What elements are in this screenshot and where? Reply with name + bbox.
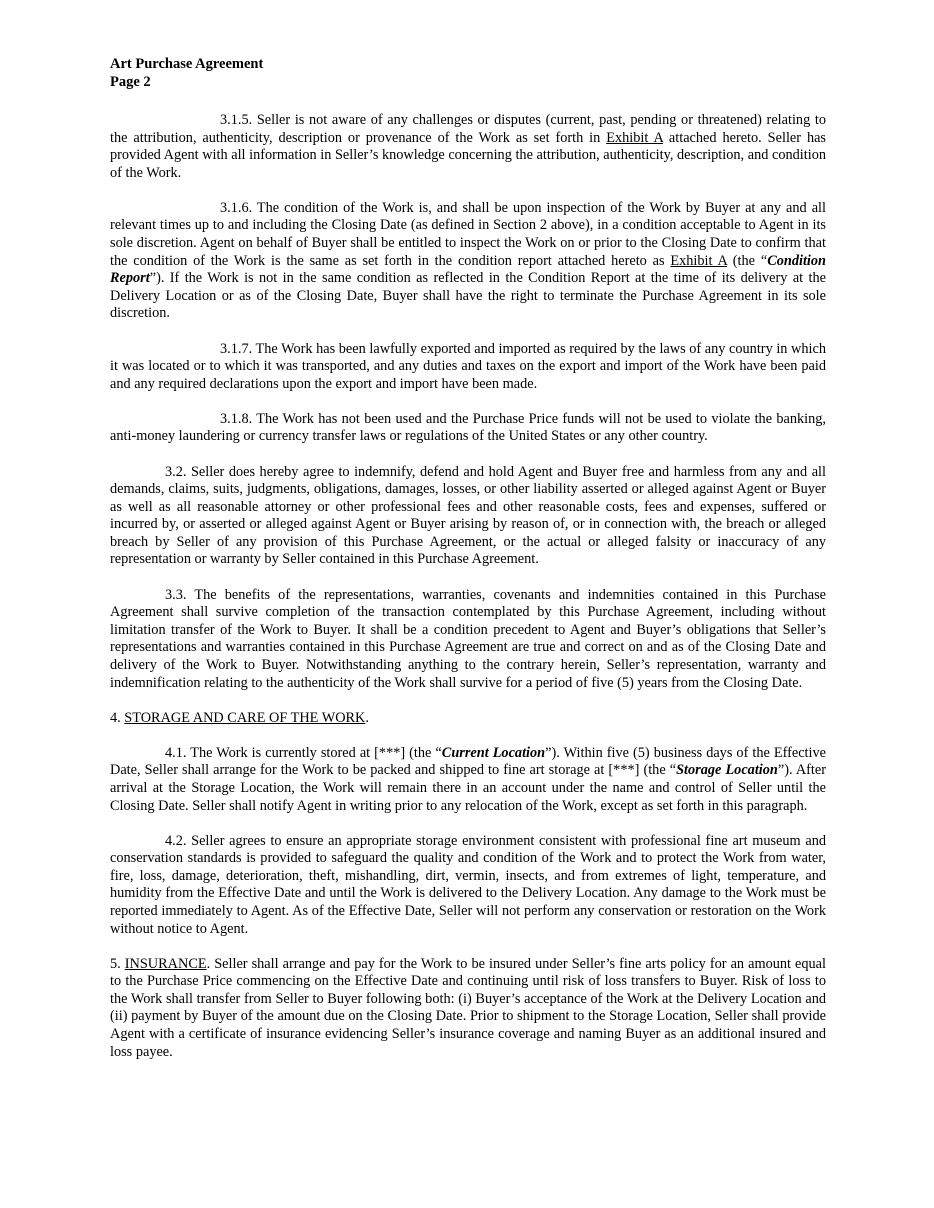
section-3-1-5: 3.1.5. Seller is not aware of any challenges or disputes (current, past, pending or threatened) relating to the attribution, authenticity, description or provenance of the Work as set forth in Exhibit A attached hereto. Seller has provided Agent with all information in Seller’s knowledge concerning the attribution, authenticity, description, and condition of the Work. xyxy=(110,112,826,181)
document-title: Art Purchase Agreement xyxy=(110,56,264,72)
defined-term: Storage Location xyxy=(676,762,778,779)
page-number: Page 2 xyxy=(110,74,151,90)
exhibit-a-reference: Exhibit A xyxy=(606,129,663,146)
section-3-2: 3.2. Seller does hereby agree to indemnify, defend and hold Agent and Buyer free and harmless from any and all demands, claims, suits, judgments, obligations, damages, losses, or other liability asserted or alleged against Agent or Buyer as well as all reasonable attorney or other professional fees and other reasonable costs, fees and expenses, suffered or incurred by, or asserted or alleged against Agent or Buyer arising by reason of, or in connection with, the breach or alleged breach by Seller of any provision of this Purchase Agreement, or the actual or alleged falsity or inaccuracy of any representation or warranty by Seller contained in this Purchase Agreement. xyxy=(110,463,826,568)
section-5: 5. INSURANCE. Seller shall arrange and pay for the Work to be insured under Seller’s fine arts policy for an amount equal to the Purchase Price commencing on the Effective Date and continuing until risk of loss transfers to Buyer. Risk of loss to the Work shall transfer from Seller to Buyer following both: (i) Buyer’s acceptance of the Work at the Delivery Location and (ii) payment by Buyer of the amount due on the Closing Date. Prior to shipment to the Storage Location, Seller shall provide Agent with a certificate of insurance evidencing Seller’s insurance coverage and naming Buyer as an additional insured and loss payee. xyxy=(110,955,826,1060)
section-5-title: INSURANCE xyxy=(124,955,207,972)
defined-term: Current Location xyxy=(441,744,546,761)
section-4-2: 4.2. Seller agrees to ensure an appropriate storage environment consistent with professional fine art museum and conservation standards is provided to safeguard the quality and condition of the Work and to protect the Work from water, fire, loss, damage, deterioration, theft, mishandling, dirt, vermin, insects, and from extremes of light, temperature, and humidity from the Effective Date and until the Work is delivered to the Delivery Location. Any damage to the Work must be reported immediately to Agent. As of the Effective Date, Seller will not perform any conservation or restoration on the Work without notice to Agent. xyxy=(110,832,826,937)
exhibit-a-reference: Exhibit A xyxy=(670,252,727,269)
page-header xyxy=(110,55,263,91)
section-3-1-6: 3.1.6. The condition of the Work is, and shall be upon inspection of the Work by Buyer at any and all relevant times up to and including the Closing Date (as defined in Section 2 above), in a condition acceptable to Agent in its sole discretion. Agent on behalf of Buyer shall be entitled to inspect the Work on or prior to the Closing Date to confirm that the condition of the Work is the same as set forth in the condition report attached hereto as Exhibit A (the “Condition Report”). If the Work is not in the same condition as reflected in the Condition Report at the time of its delivery at the Delivery Location or as of the Closing Date, Buyer shall have the right to terminate the Purchase Agreement in its sole discretion. xyxy=(110,199,826,322)
section-3-1-7: 3.1.7. The Work has been lawfully exported and imported as required by the laws of any country in which it was located or to which it was transported, and any duties and taxes on the export and import of the Work have been paid and any required declarations upon the export and import have been made. xyxy=(110,340,826,392)
section-3-3: 3.3. The benefits of the representations, warranties, covenants and indemnities contained in this Purchase Agreement shall survive completion of the transaction contemplated by this Purchase Agreement, including without limitation transfer of the Work to Buyer. It shall be a condition precedent to Agent and Buyer’s obligations that Seller’s representations and warranties contained in this Purchase Agreement are true and correct on and as of the Closing Date and delivery of the Work to Buyer. Notwithstanding anything to the contrary herein, Seller’s representation, warranty and indemnification relating to the authenticity of the Work shall survive for a period of five (5) years from the Closing Date. xyxy=(110,586,826,691)
document-body xyxy=(110,112,826,1079)
section-3-1-8: 3.1.8. The Work has not been used and the Purchase Price funds will not be used to violate the banking, anti-money laundering or currency transfer laws or regulations of the United States or any other country. xyxy=(110,410,826,445)
section-4-1: 4.1. The Work is currently stored at [***] (the “Current Location”). Within five (5) business days of the Effective Date, Seller shall arrange for the Work to be packed and shipped to fine art storage at [***] (the “Storage Location”). After arrival at the Storage Location, the Work will remain there in an account under the name and control of Seller until the Closing Date. Seller shall notify Agent in writing prior to any relocation of the Work, except as set forth in this paragraph. xyxy=(110,744,826,814)
section-4-heading: 4. STORAGE AND CARE OF THE WORK. xyxy=(110,709,369,726)
defined-term: Condition Report xyxy=(110,252,826,287)
section-4-title: STORAGE AND CARE OF THE WORK xyxy=(124,709,366,726)
